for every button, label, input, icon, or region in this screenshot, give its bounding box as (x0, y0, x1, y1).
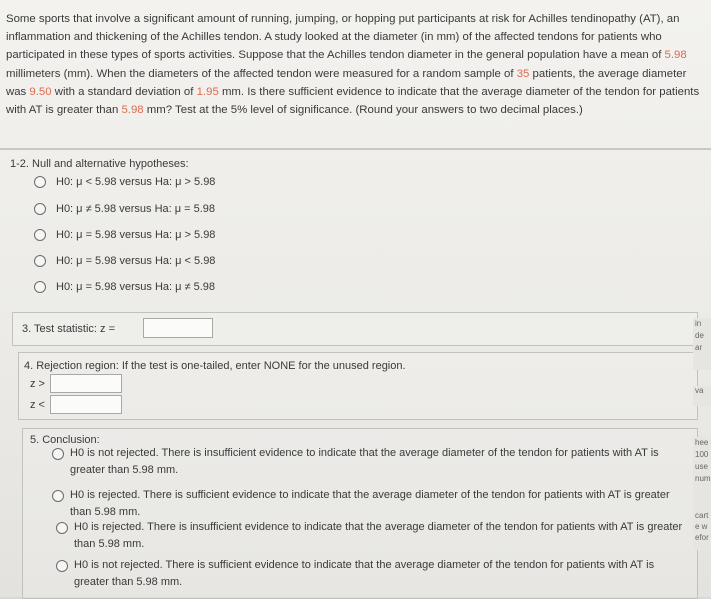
conclusion-title: 5. Conclusion: (30, 434, 100, 446)
side-text: cart (695, 511, 709, 520)
sample-size: 35 (516, 67, 530, 80)
hypothesis-option-5[interactable] (34, 281, 215, 293)
hypothesis-text: H0: μ = 5.98 versus Ha: μ < 5.98 (56, 255, 216, 267)
side-text: hee (695, 438, 709, 447)
conclusion-option-1[interactable] (52, 445, 692, 479)
side-panel-fragment (693, 510, 711, 550)
lower-region-input[interactable] (50, 395, 122, 414)
side-text: num (695, 474, 711, 483)
test-statistic-input[interactable] (143, 318, 213, 338)
hypothesis-text: H0: μ = 5.98 versus Ha: μ ≠ 5.98 (56, 281, 216, 293)
conclusion-text: H0 is not rejected. There is sufficient evidence to indicate that the average diameter of the tendon for patients with AT is greater than 5.98 mm. (74, 559, 655, 588)
hypothesis-text: H0: μ = 5.98 versus Ha: μ > 5.98 (56, 229, 216, 241)
conclusion-option-2[interactable] (52, 487, 684, 521)
side-text: use (695, 462, 708, 471)
problem-text: patients, the average diameter was (6, 67, 687, 98)
sample-sd: 1.95 (196, 85, 219, 98)
side-text: 100 (695, 450, 709, 459)
conclusion-option-4[interactable] (56, 557, 684, 591)
population-mean-ref: 5.98 (121, 104, 144, 117)
side-panel-fragment (693, 437, 711, 517)
radio-button[interactable] (52, 490, 64, 502)
sample-mean: 9.50 (29, 85, 52, 98)
conclusion-option-3[interactable] (56, 519, 684, 553)
conclusion-text: H0 is rejected. There is sufficient evidence to indicate that the average diameter of the tendon for patients with AT is greater than 5.98 mm. (70, 489, 670, 518)
side-text: ar (695, 343, 703, 352)
side-text: efor (695, 533, 709, 542)
upper-region-input[interactable] (50, 374, 122, 393)
radio-button[interactable] (34, 176, 46, 188)
radio-button[interactable] (34, 203, 46, 215)
problem-text: mm? Test at the 5% level of significance. (Round your answers to two decimal places.) (143, 104, 583, 117)
radio-button[interactable] (34, 229, 46, 241)
side-panel-fragment (693, 318, 711, 370)
radio-button[interactable] (52, 448, 64, 460)
conclusion-text: H0 is rejected. There is insufficient evidence to indicate that the average diameter of the tendon for patients with AT is greater than 5.98 mm. (74, 521, 683, 550)
side-text: e w (695, 522, 708, 531)
radio-button[interactable] (34, 255, 46, 267)
side-text: va (695, 386, 704, 395)
upper-region-label: z > (30, 378, 45, 390)
side-text: de (695, 331, 704, 340)
hypothesis-option-3[interactable] (34, 229, 215, 241)
hypothesis-text: H0: μ < 5.98 versus Ha: μ > 5.98 (56, 176, 216, 188)
hypothesis-text: H0: μ ≠ 5.98 versus Ha: μ = 5.98 (56, 203, 216, 215)
rejection-region-title: 4. Rejection region: If the test is one-tailed, enter NONE for the unused region. (24, 360, 406, 372)
problem-text: mm. Is there sufficient evidence to indicate that the average diameter of the tendon for patients with AT is greater than (6, 85, 700, 117)
side-panel-fragment (693, 386, 711, 406)
hypothesis-option-2[interactable] (34, 203, 215, 215)
problem-text: with a standard deviation of (51, 85, 197, 98)
radio-button[interactable] (34, 281, 46, 293)
problem-text: Some sports that involve a significant amount of running, jumping, or hopping put participants at risk for Achilles tendinopathy (AT), an inflammation and thickening of the Achilles tendon. A study looked at the diameter (in mm) of the affected tendons for patients who participated in these types of sports activities. Suppose that the Achilles tendon diameter in the general population have a mean of (6, 13, 680, 62)
side-text: in (695, 319, 702, 328)
lower-region-label: z < (30, 399, 45, 411)
divider (0, 148, 711, 150)
problem-statement (6, 10, 706, 119)
hypotheses-title: 1-2. Null and alternative hypotheses: (10, 158, 189, 170)
problem-text: millimeters (mm). When the diameters of the affected tendon were measured for a random sample of (6, 67, 517, 80)
hypothesis-option-1[interactable] (34, 176, 215, 188)
hypothesis-option-4[interactable] (34, 255, 215, 267)
population-mean: 5.98 (664, 49, 687, 62)
radio-button[interactable] (56, 560, 68, 572)
conclusion-text: H0 is not rejected. There is insufficient evidence to indicate that the average diameter of the tendon for patients with AT is greater than 5.98 mm. (70, 447, 659, 476)
test-statistic-label: 3. Test statistic: z = (22, 323, 116, 335)
radio-button[interactable] (56, 522, 68, 534)
